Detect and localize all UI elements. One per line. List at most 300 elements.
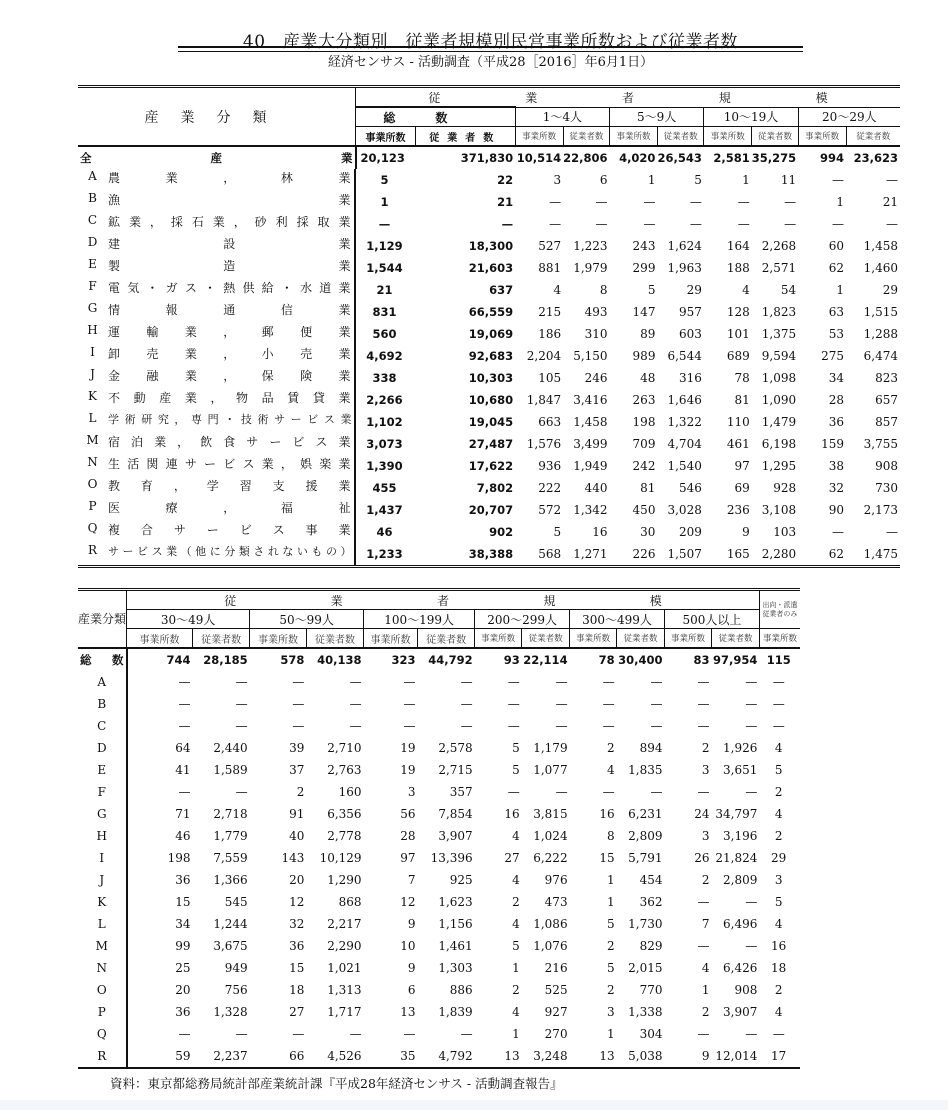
cell-value: 2,581: [713, 151, 750, 165]
cell-value: —: [745, 719, 758, 733]
cell-value: 2: [701, 741, 710, 755]
cell-value: 3,815: [533, 807, 568, 821]
row-name-cell: [78, 477, 356, 499]
cell-value: 2: [606, 741, 615, 755]
cell-value: 78: [734, 371, 750, 385]
header-establishments: 事業所数: [364, 629, 418, 649]
cell-value: —: [832, 525, 845, 539]
header-scale-char: 規: [543, 593, 556, 608]
cell-value: 2,715: [438, 763, 473, 777]
cell-value: 90: [828, 503, 845, 517]
row-name-cell: [78, 345, 356, 367]
cell-value: —: [886, 173, 898, 187]
cell-value: 868: [338, 895, 362, 909]
cell-value: 709: [632, 437, 656, 451]
cell-value: 54: [780, 283, 797, 297]
row-name: 教育，学習支援業: [108, 479, 352, 493]
cell-value: —: [784, 195, 797, 209]
cell-value: 53: [828, 327, 845, 341]
cell-value: —: [745, 895, 758, 909]
cell-value: 236: [726, 503, 750, 517]
table-row: [78, 715, 800, 737]
row-name: 宿泊業，飲食サービス業: [108, 435, 352, 449]
cell-value: 744: [166, 653, 191, 667]
cell-value: —: [745, 675, 758, 689]
cell-value: —: [650, 675, 663, 689]
cell-value: 243: [632, 239, 656, 253]
cell-value: 37: [289, 763, 305, 777]
cell-value: 3,499: [573, 437, 608, 451]
cell-value: 5: [647, 283, 656, 297]
table-row: [78, 693, 800, 715]
cell-value: —: [745, 785, 758, 799]
cell-value: 546: [678, 481, 702, 495]
cell-value: 2: [512, 895, 520, 909]
cell-value: 20,123: [360, 151, 405, 165]
cell-value: —: [745, 1027, 758, 1041]
cell-value: 19: [400, 741, 416, 755]
row-code: A: [88, 169, 98, 183]
cell-value: 10,514: [516, 151, 562, 165]
cell-value: 831: [372, 305, 397, 319]
cell-value: 3: [407, 785, 416, 799]
cell-value: 3,196: [723, 829, 758, 843]
cell-value: 4: [512, 873, 520, 887]
cell-value: 1,179: [533, 741, 568, 755]
header-employees: 従業者数: [657, 127, 703, 147]
table-upper: [78, 85, 900, 568]
cell-value: —: [697, 895, 710, 909]
cell-value: 1: [836, 283, 845, 297]
header-scale-char: 従: [224, 593, 237, 608]
cell-value: 38,388: [468, 547, 514, 561]
cell-value: 20: [289, 873, 305, 887]
cell-value: —: [602, 675, 615, 689]
header-group-total: 総数: [356, 107, 516, 127]
cell-value: 222: [538, 481, 562, 495]
row-code: I: [90, 345, 96, 359]
table-row: [78, 455, 900, 477]
cell-value: 2: [774, 785, 783, 799]
cell-value: 6,496: [723, 917, 758, 931]
cell-value: 19,069: [468, 327, 514, 341]
cell-value: —: [403, 1027, 416, 1041]
cell-value: —: [697, 1027, 710, 1041]
cell-value: 1,458: [573, 415, 608, 429]
row-name: 運輸業，郵便業: [108, 325, 352, 339]
header-establishments: 事業所数: [798, 127, 846, 147]
row-code: Q: [78, 1023, 127, 1045]
cell-value: 39: [289, 741, 305, 755]
row-code: L: [78, 913, 127, 935]
cell-value: 22: [497, 173, 514, 187]
row-code: R: [78, 1045, 127, 1068]
cell-value: 4,692: [366, 349, 403, 363]
cell-value: 2,578: [438, 741, 473, 755]
cell-value: 908: [734, 983, 758, 997]
cell-value: 17,622: [468, 459, 514, 473]
cell-value: 2,280: [761, 547, 797, 561]
cell-value: 2: [701, 1005, 710, 1019]
cell-value: —: [349, 697, 362, 711]
cell-value: 525: [544, 983, 568, 997]
cell-value: 1: [836, 195, 845, 209]
row-code: E: [88, 257, 98, 271]
cell-value: 1,328: [213, 1005, 248, 1019]
cell-value: 97,954: [713, 653, 758, 667]
cell-value: 4: [606, 763, 615, 777]
cell-value: 21,603: [468, 261, 514, 275]
cell-value: 908: [875, 459, 898, 473]
cell-value: 1,090: [761, 393, 797, 407]
cell-value: 10: [400, 939, 416, 953]
cell-value: 1,223: [573, 239, 608, 253]
cell-value: 663: [538, 415, 562, 429]
cell-value: 6,426: [723, 961, 758, 975]
cell-value: 41: [175, 763, 191, 777]
cell-value: 3,108: [761, 503, 797, 517]
cell-value: 1,475: [863, 547, 898, 561]
cell-value: 40,138: [317, 653, 362, 667]
cell-value: 730: [875, 481, 898, 495]
cell-value: 101: [726, 327, 750, 341]
cell-value: 2,571: [761, 261, 797, 275]
cell-value: 6,222: [533, 851, 568, 865]
cell-value: 4,792: [438, 1049, 473, 1063]
cell-value: 1,375: [761, 327, 797, 341]
cell-value: —: [832, 217, 845, 231]
cell-value: 3,416: [573, 393, 608, 407]
cell-value: 10,129: [319, 851, 362, 865]
cell-value: 829: [639, 939, 663, 953]
row-name-cell: [78, 235, 356, 257]
table-row: [78, 477, 900, 499]
cell-value: 46: [376, 525, 393, 539]
cell-value: 770: [639, 983, 663, 997]
header-employees: 従業者数: [712, 629, 760, 649]
table-row: [78, 543, 900, 567]
cell-value: 1,290: [327, 873, 362, 887]
cell-value: 3,907: [438, 829, 473, 843]
header-group: 20〜29人: [798, 107, 900, 127]
cell-value: 1,322: [667, 415, 702, 429]
cell-value: 1: [606, 1027, 615, 1041]
cell-value: 21: [376, 283, 393, 297]
cell-value: 4: [742, 283, 750, 297]
row-name: 漁業: [108, 193, 352, 207]
cell-value: —: [549, 195, 562, 209]
cell-value: —: [460, 1027, 473, 1041]
cell-value: 7,802: [476, 481, 514, 495]
row-name: 全産業: [78, 146, 356, 169]
cell-value: 4: [774, 741, 783, 755]
cell-value: 198: [167, 851, 191, 865]
cell-value: 29: [686, 283, 702, 297]
cell-value: —: [737, 217, 750, 231]
table-row: [78, 913, 800, 935]
cell-value: —: [689, 195, 702, 209]
header-employees: 従業者数: [193, 629, 250, 649]
header-industry-classification: 産業分類: [78, 590, 127, 649]
row-code: I: [78, 847, 127, 869]
cell-value: 362: [639, 895, 663, 909]
row-name: 複合サービス事業: [108, 523, 352, 537]
cell-value: 4: [701, 961, 710, 975]
row-code: M: [78, 935, 127, 957]
cell-value: 147: [632, 305, 656, 319]
row-name-cell: [78, 367, 356, 389]
cell-value: 568: [538, 547, 562, 561]
table-row: [78, 279, 900, 301]
header-scale-char: 模: [649, 593, 662, 608]
cell-value: —: [555, 719, 568, 733]
table-row: [78, 847, 800, 869]
cell-value: 310: [584, 327, 608, 341]
cell-value: —: [507, 785, 520, 799]
cell-value: —: [745, 939, 758, 953]
cell-value: 4: [512, 917, 520, 931]
table-row: [78, 257, 900, 279]
cell-value: 7,559: [213, 851, 248, 865]
table-row: [78, 169, 900, 191]
cell-value: 1: [512, 1027, 520, 1041]
row-name-cell: [78, 521, 356, 543]
cell-value: 91: [289, 807, 305, 821]
cell-value: 1,024: [533, 829, 568, 843]
cell-value: 4,526: [327, 1049, 362, 1063]
cell-value: 34: [828, 371, 845, 385]
cell-value: 69: [734, 481, 750, 495]
cell-value: 1: [647, 173, 656, 187]
cell-value: —: [832, 173, 845, 187]
cell-value: —: [886, 525, 898, 539]
row-code: P: [88, 499, 98, 513]
cell-value: 1,926: [723, 741, 758, 755]
cell-value: 2: [606, 939, 615, 953]
cell-value: 1: [701, 983, 710, 997]
cell-value: —: [772, 1027, 785, 1041]
cell-value: —: [650, 697, 663, 711]
cell-value: 35: [400, 1049, 416, 1063]
cell-value: 9: [407, 961, 416, 975]
header-establishments: 事業所数: [610, 127, 658, 147]
cell-value: 4,020: [619, 151, 656, 165]
cell-value: 1,717: [327, 1005, 362, 1019]
cell-value: 48: [640, 371, 656, 385]
table-row: [78, 869, 800, 891]
cell-value: 22,806: [563, 151, 608, 165]
row-code: P: [78, 1001, 127, 1023]
cell-value: 5: [380, 173, 389, 187]
row-name: 鉱業，採石業，砂利採取業: [108, 215, 352, 229]
cell-value: 28: [400, 829, 416, 843]
row-code: G: [87, 301, 99, 315]
table-row: [78, 411, 900, 433]
cell-value: 64: [175, 741, 191, 755]
header-employee-scale: [356, 87, 901, 108]
cell-value: 13: [504, 1049, 520, 1063]
header-scale-char: 従: [428, 90, 441, 105]
cell-value: 5: [512, 939, 520, 953]
cell-value: 1,338: [628, 1005, 663, 1019]
cell-value: 216: [544, 961, 568, 975]
cell-value: 1,623: [438, 895, 473, 909]
header-employees: 従業者数: [306, 629, 363, 649]
cell-value: 572: [538, 503, 562, 517]
cell-value: —: [737, 195, 750, 209]
cell-value: 1,244: [213, 917, 248, 931]
cell-value: 5: [512, 763, 520, 777]
cell-value: 18: [289, 983, 305, 997]
row-code: G: [78, 803, 127, 825]
cell-value: 215: [538, 305, 562, 319]
cell-value: —: [178, 675, 191, 689]
cell-value: 35,275: [751, 151, 797, 165]
header-establishments: 事業所数: [664, 629, 711, 649]
cell-value: 5,038: [628, 1049, 663, 1063]
cell-value: 6,474: [863, 349, 898, 363]
cell-value: 450: [632, 503, 656, 517]
cell-value: —: [697, 719, 710, 733]
cell-value: 3: [774, 873, 783, 887]
table-row: [78, 235, 900, 257]
header-scale-char: 模: [815, 90, 828, 105]
row-code: A: [78, 671, 127, 693]
cell-value: —: [643, 217, 656, 231]
cell-value: 299: [632, 261, 656, 275]
cell-value: —: [178, 697, 191, 711]
cell-value: 473: [544, 895, 568, 909]
cell-value: 603: [678, 327, 702, 341]
cell-value: 1,823: [761, 305, 797, 319]
cell-value: —: [349, 719, 362, 733]
cell-value: 857: [875, 415, 898, 429]
row-name-cell: [78, 323, 356, 345]
cell-value: —: [745, 697, 758, 711]
cell-value: 1,342: [573, 503, 608, 517]
row-code: F: [88, 279, 98, 293]
table-row-total: [78, 146, 900, 169]
cell-value: 23,623: [853, 151, 898, 165]
cell-value: 21: [497, 195, 514, 209]
cell-value: 2,268: [761, 239, 797, 253]
cell-value: 3: [701, 829, 710, 843]
cell-value: 1,129: [366, 239, 403, 253]
cell-value: —: [403, 675, 416, 689]
cell-value: 3,028: [667, 503, 702, 517]
header-group: 50〜99人: [250, 610, 364, 629]
cell-value: 1,098: [761, 371, 797, 385]
cell-value: 29: [771, 851, 787, 865]
row-code: N: [87, 455, 99, 469]
cell-value: 36: [175, 1005, 191, 1019]
cell-value: 242: [632, 459, 656, 473]
header-group: 30〜49人: [127, 610, 250, 629]
cell-value: —: [460, 697, 473, 711]
table-subtitle: 経済センサス - 活動調査（平成28［2016］年6月1日）: [327, 55, 654, 70]
source-note: 資料：東京都総務局統計部産業統計課『平成28年経済センサス - 活動調査報告』: [110, 1076, 563, 1091]
cell-value: —: [602, 697, 615, 711]
table-title: 40 産業大分類別 従業者規模別民営事業所数および従業者数: [242, 32, 739, 52]
header-employees: 従業者数: [563, 127, 609, 147]
cell-value: 19,045: [468, 415, 514, 429]
header-employee-scale: [127, 590, 760, 610]
header-group: 10〜19人: [704, 107, 798, 127]
cell-value: 2,266: [366, 393, 403, 407]
cell-value: —: [555, 785, 568, 799]
cell-value: 7,854: [438, 807, 473, 821]
cell-value: —: [403, 719, 416, 733]
cell-value: 160: [338, 785, 362, 799]
cell-value: —: [403, 697, 416, 711]
cell-value: 1,779: [213, 829, 248, 843]
cell-value: 1,544: [366, 261, 403, 275]
cell-value: 16: [599, 807, 615, 821]
row-name: 医療，福祉: [108, 501, 352, 515]
cell-value: 5: [553, 525, 562, 539]
cell-value: 34: [175, 917, 191, 931]
cell-value: 165: [726, 547, 750, 561]
cell-value: 2,015: [628, 961, 663, 975]
cell-value: 9: [742, 525, 750, 539]
cell-value: —: [178, 1027, 191, 1041]
cell-value: 27: [504, 851, 520, 865]
cell-value: —: [507, 719, 520, 733]
header-establishments: 事業所数: [704, 127, 752, 147]
row-name: 不動産業，物品賃貸業: [108, 391, 352, 405]
cell-value: —: [689, 217, 702, 231]
cell-value: 1,366: [213, 873, 248, 887]
cell-value: 994: [820, 151, 845, 165]
cell-value: 1: [512, 961, 520, 975]
cell-value: 209: [678, 525, 702, 539]
row-name-cell: [78, 411, 356, 433]
cell-value: 560: [372, 327, 397, 341]
table-row: [78, 671, 800, 693]
row-code: H: [78, 825, 127, 847]
cell-value: —: [235, 719, 248, 733]
cell-value: 3: [553, 173, 562, 187]
cell-value: —: [460, 675, 473, 689]
cell-value: 34,797: [715, 807, 758, 821]
cell-value: 62: [828, 261, 845, 275]
cell-value: —: [349, 675, 362, 689]
header-scale-char: 業: [330, 593, 343, 608]
cell-value: —: [507, 675, 520, 689]
row-code: Q: [87, 521, 99, 535]
row-name: 情報通信業: [108, 303, 352, 317]
cell-value: 20: [175, 983, 191, 997]
cell-value: —: [772, 675, 785, 689]
cell-value: —: [292, 675, 305, 689]
cell-value: 3,073: [366, 437, 403, 451]
cell-value: 689: [726, 349, 750, 363]
table-row: [78, 935, 800, 957]
header-scale-char: 者: [436, 593, 449, 608]
header-employees: 従業者数: [418, 629, 475, 649]
header-group: 300〜499人: [570, 610, 665, 629]
cell-value: 275: [821, 349, 845, 363]
cell-value: 1,437: [366, 503, 403, 517]
cell-value: 637: [489, 283, 514, 297]
cell-value: —: [602, 719, 615, 733]
cell-value: 957: [678, 305, 702, 319]
cell-value: 2,440: [213, 741, 248, 755]
table-row: [78, 521, 900, 543]
cell-value: 2,290: [327, 939, 362, 953]
row-name-cell: [78, 169, 356, 191]
cell-value: 26,543: [657, 151, 702, 165]
